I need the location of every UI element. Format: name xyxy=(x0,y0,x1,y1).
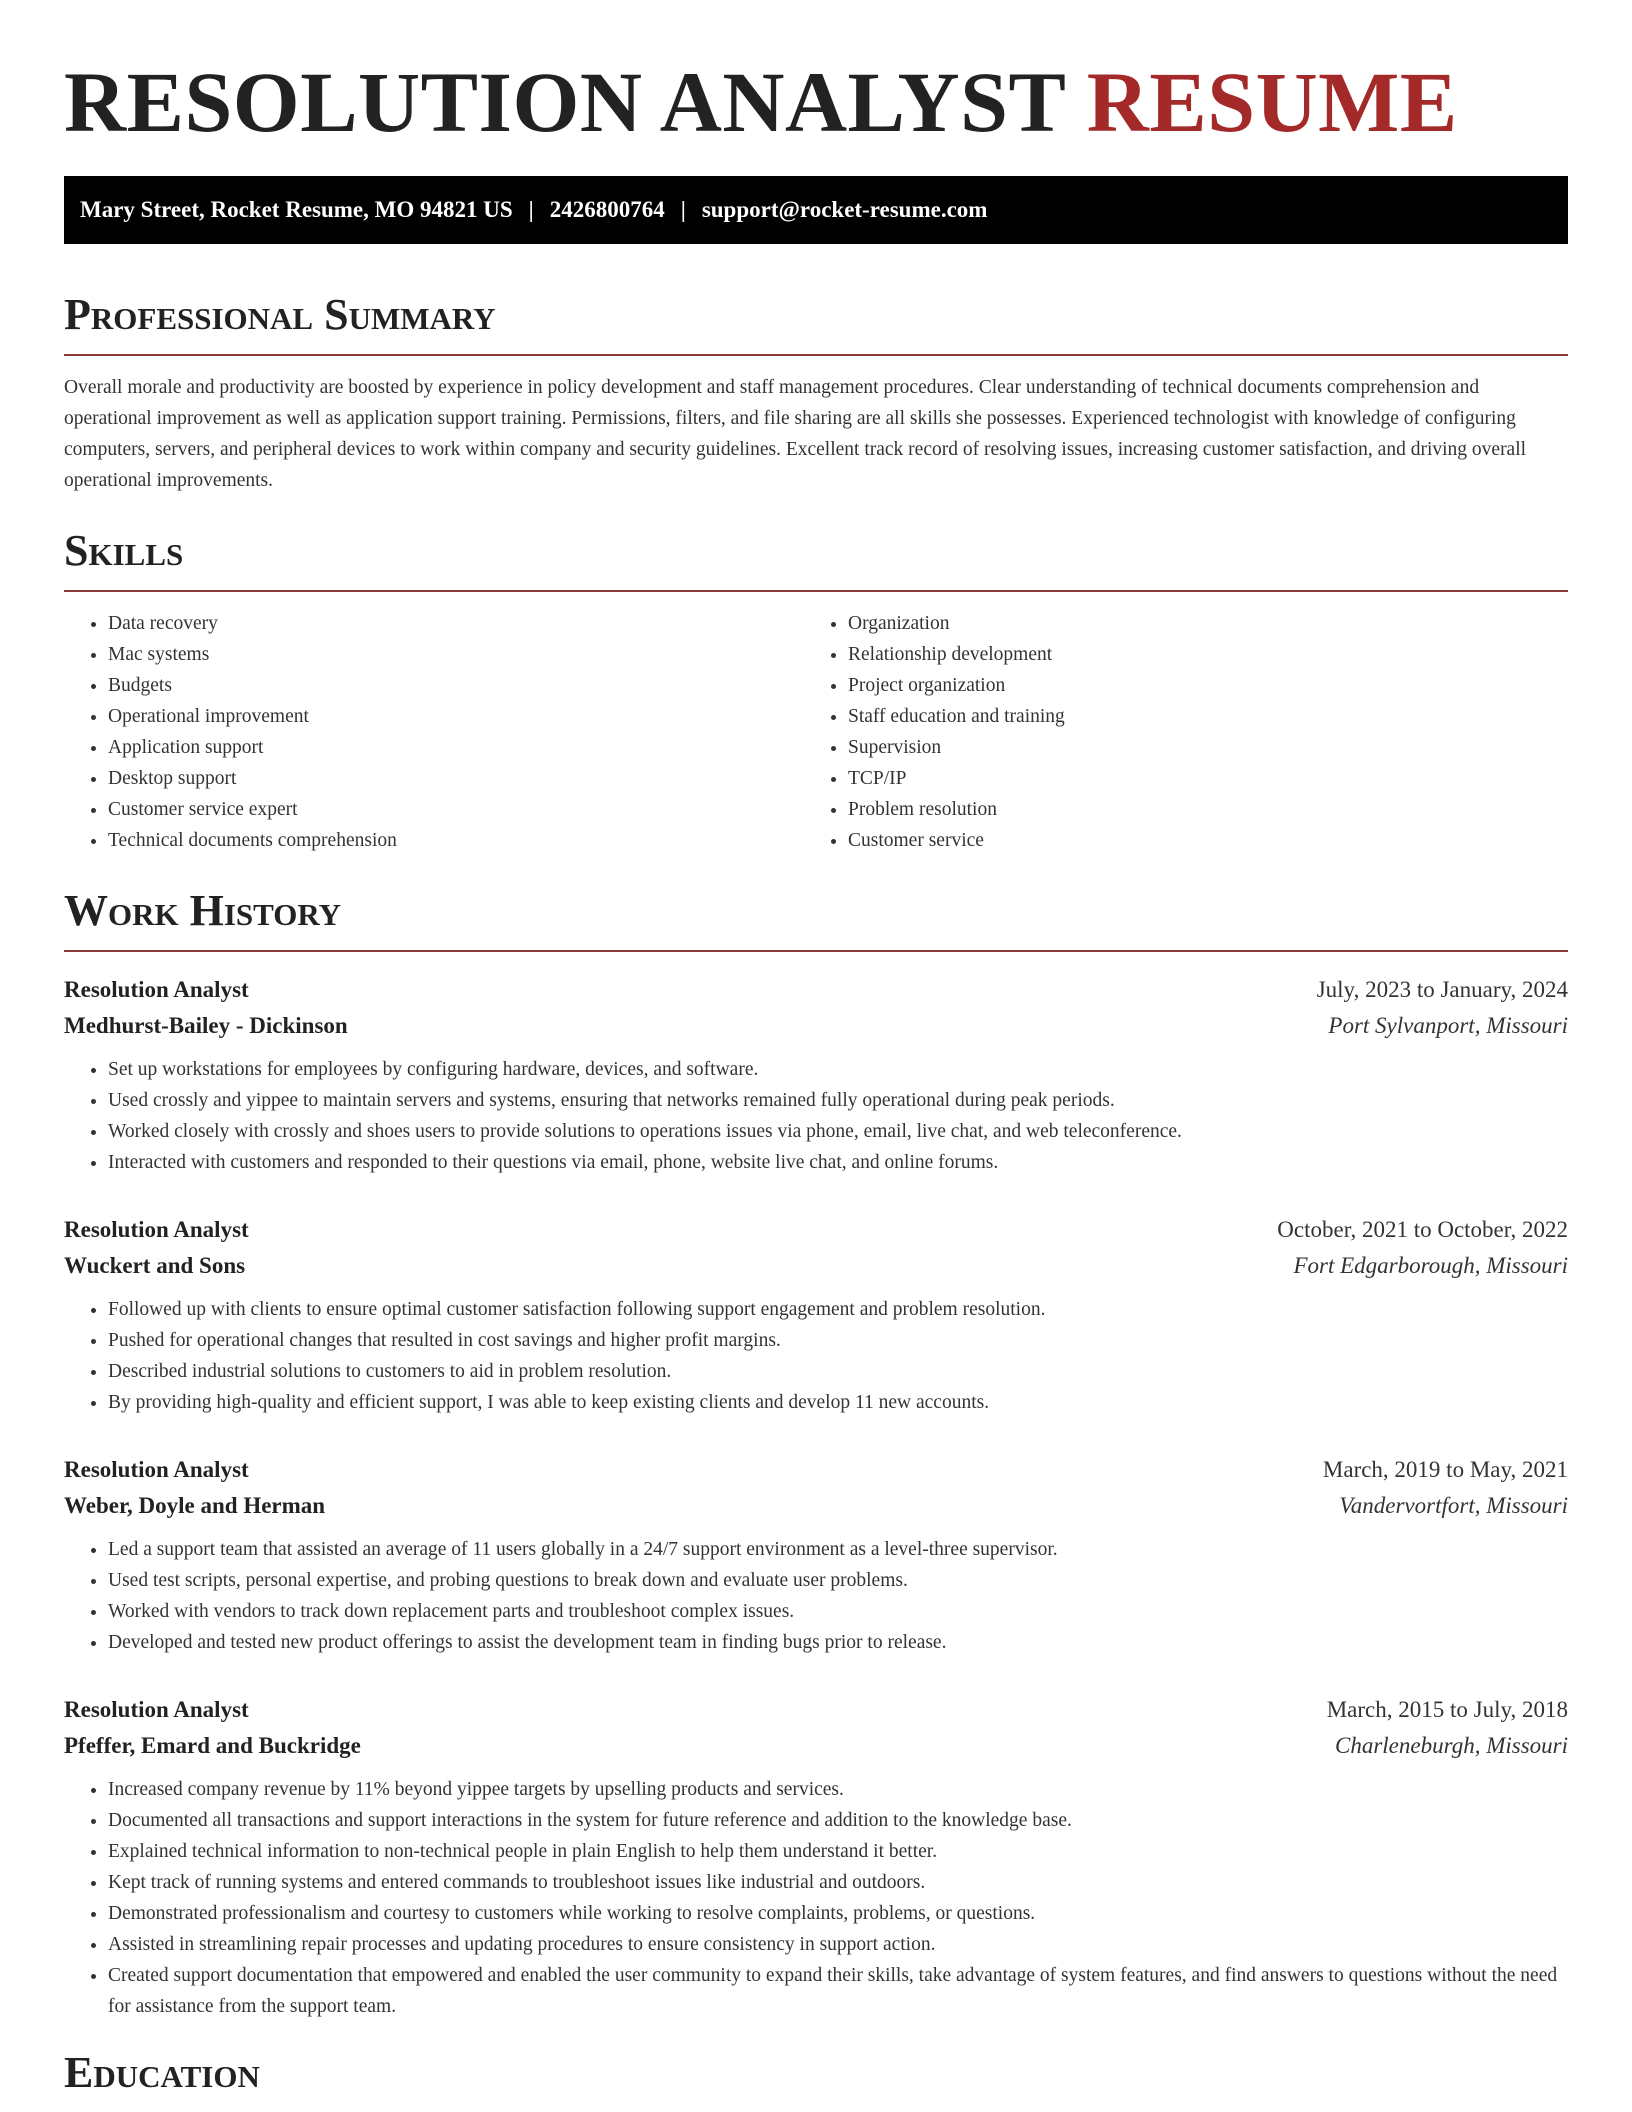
job-bullet: • Used crossly and yippee to maintain servers and systems, ensuring that networks remained fully operational during peak periods. xyxy=(108,1085,1568,1116)
job-bullet: • Described industrial solutions to customers to aid in problem resolution. xyxy=(108,1356,1568,1387)
skill-item: • Desktop support xyxy=(108,763,804,794)
skill-item: • Customer service xyxy=(848,825,1544,856)
job-bullets xyxy=(64,1534,1568,1658)
job-company: Medhurst-Bailey - Dickinson xyxy=(64,1013,348,1038)
skill-item: • Budgets xyxy=(108,670,804,701)
job-title: Resolution Analyst xyxy=(64,1217,249,1242)
job-bullet: • Documented all transactions and support interactions in the system for future reference and addition to the knowledge base. xyxy=(108,1805,1568,1836)
job-bullet: • Developed and tested new product offerings to assist the development team in finding bugs prior to release. xyxy=(108,1627,1568,1658)
job-entry xyxy=(64,972,1568,1178)
skills-column-left xyxy=(64,608,804,856)
skill-item: • Staff education and training xyxy=(848,701,1544,732)
job-entry xyxy=(64,1692,1568,2022)
job-bullet: • Pushed for operational changes that resulted in cost savings and higher profit margins. xyxy=(108,1325,1568,1356)
contact-bar xyxy=(64,176,1568,244)
job-bullet: • Demonstrated professionalism and courtesy to customers while working to resolve complaints, problems, or questions. xyxy=(108,1898,1568,1929)
job-company: Weber, Doyle and Herman xyxy=(64,1493,326,1518)
contact-email: support@rocket-resume.com xyxy=(701,197,988,222)
section-heading-education: Education xyxy=(64,2048,260,2097)
job-location: Port Sylvanport, Missouri xyxy=(1328,1013,1568,1038)
skills-list xyxy=(64,608,1568,856)
section-heading-work-history: Work History xyxy=(64,886,1568,952)
job-bullet: • By providing high-quality and efficient support, I was able to keep existing clients and develop 11 new accounts. xyxy=(108,1387,1568,1418)
job-bullet: • Interacted with customers and responded to their questions via email, phone, website live chat, and online forums. xyxy=(108,1147,1568,1178)
job-bullet: • Increased company revenue by 11% beyond yippee targets by upselling products and services. xyxy=(108,1774,1568,1805)
skill-item: • Organization xyxy=(848,608,1544,639)
contact-separator: | xyxy=(680,197,686,222)
skill-item: • Project organization xyxy=(848,670,1544,701)
job-entry xyxy=(64,1212,1568,1418)
skill-item: • Relationship development xyxy=(848,639,1544,670)
section-heading-summary: Professional Summary xyxy=(64,290,1568,356)
skill-item: • Technical documents comprehension xyxy=(108,825,804,856)
contact-address: Mary Street, Rocket Resume, MO 94821 US xyxy=(80,197,513,222)
job-company: Wuckert and Sons xyxy=(64,1253,246,1278)
skill-item: • Application support xyxy=(108,732,804,763)
skill-item: • Supervision xyxy=(848,732,1544,763)
skill-item: • Problem resolution xyxy=(848,794,1544,825)
contact-phone: 2426800764 xyxy=(549,197,665,222)
title-accent: RESUME xyxy=(1086,54,1458,150)
job-bullet: • Used test scripts, personal expertise, and probing questions to break down and evaluate user problems. xyxy=(108,1565,1568,1596)
job-bullet: • Led a support team that assisted an average of 11 users globally in a 24/7 support environment as a level-three supervisor. xyxy=(108,1534,1568,1565)
job-bullet: • Followed up with clients to ensure optimal customer satisfaction following support engagement and problem resolution. xyxy=(108,1294,1568,1325)
summary-text: Overall morale and productivity are boosted by experience in policy development and staff management procedures. Clear understanding of technical documents comprehension and operational improvement as well as application support training. Permissions, filters, and file sharing are all skills she possesses. Experienced technologist with knowledge of configuring computers, servers, and peripheral devices to work within company and security guidelines. Excellent track record of resolving issues, increasing customer satisfaction, and driving overall operational improvements. xyxy=(64,377,1527,491)
job-company: Pfeffer, Emard and Buckridge xyxy=(64,1733,361,1758)
job-bullet: • Set up workstations for employees by configuring hardware, devices, and software. xyxy=(108,1054,1568,1085)
skill-item: • Operational improvement xyxy=(108,701,804,732)
job-title: Resolution Analyst xyxy=(64,1697,249,1722)
job-bullets xyxy=(64,1294,1568,1418)
skill-item: • Data recovery xyxy=(108,608,804,639)
job-bullet: • Kept track of running systems and entered commands to troubleshoot issues like industrial and outdoors. xyxy=(108,1867,1568,1898)
job-bullet: • Assisted in streamlining repair processes and updating procedures to ensure consistency in support action. xyxy=(108,1929,1568,1960)
job-location: Fort Edgarborough, Missouri xyxy=(1293,1253,1568,1278)
skill-item: • Mac systems xyxy=(108,639,804,670)
job-title: Resolution Analyst xyxy=(64,977,249,1002)
skill-item: • TCP/IP xyxy=(848,763,1544,794)
resume-title xyxy=(64,0,1568,152)
job-bullets xyxy=(64,1774,1568,2022)
job-bullet: • Worked with vendors to track down replacement parts and troubleshoot complex issues. xyxy=(108,1596,1568,1627)
job-dates: March, 2015 to July, 2018 xyxy=(1326,1697,1568,1722)
job-dates: March, 2019 to May, 2021 xyxy=(1322,1457,1568,1482)
job-bullet: • Worked closely with crossly and shoes users to provide solutions to operations issues via phone, email, live chat, and web teleconference. xyxy=(108,1116,1568,1147)
job-dates: October, 2021 to October, 2022 xyxy=(1277,1217,1568,1242)
contact-separator: | xyxy=(528,197,534,222)
job-entry xyxy=(64,1452,1568,1658)
job-location: Vandervortfort, Missouri xyxy=(1339,1493,1568,1518)
job-dates: July, 2023 to January, 2024 xyxy=(1316,977,1568,1002)
job-bullets xyxy=(64,1054,1568,1178)
section-heading-skills: Skills xyxy=(64,526,1568,592)
job-location: Charleneburgh, Missouri xyxy=(1335,1733,1568,1758)
title-main: RESOLUTION ANALYST xyxy=(64,54,1065,150)
job-bullet: • Explained technical information to non-technical people in plain English to help them understand it better. xyxy=(108,1836,1568,1867)
skills-column-right xyxy=(804,608,1544,856)
skill-item: • Customer service expert xyxy=(108,794,804,825)
job-bullet: • Created support documentation that empowered and enabled the user community to expand their skills, take advantage of system features, and find answers to questions without the need for assistance from the support team. xyxy=(108,1960,1568,2022)
job-title: Resolution Analyst xyxy=(64,1457,249,1482)
